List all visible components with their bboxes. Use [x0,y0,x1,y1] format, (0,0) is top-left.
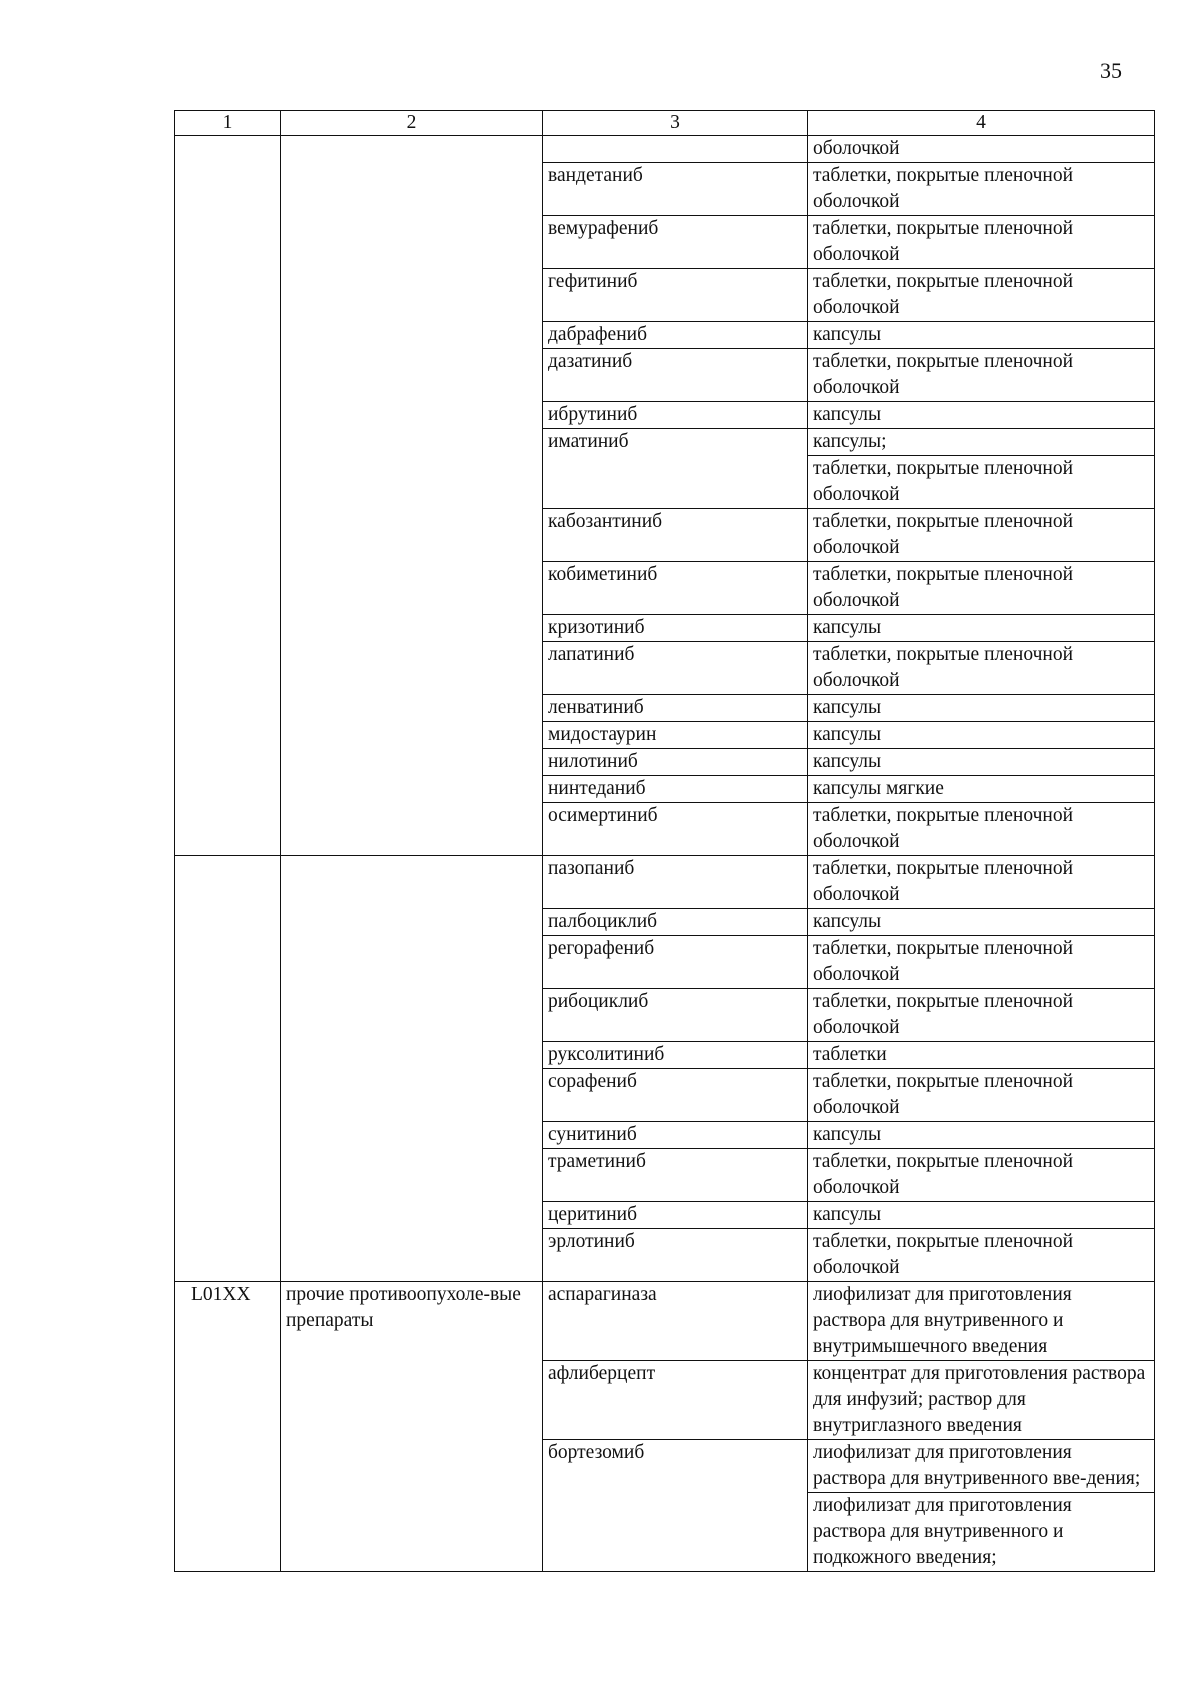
dosage-form-cell: лиофилизат для приготовления раствора для внутривенного и подкожного введения; [808,1493,1155,1572]
drug-name-cell: траметиниб [543,1149,808,1202]
dosage-form-cell: таблетки, покрытые пленочной оболочкой [808,936,1155,989]
drug-name-cell: кризотиниб [543,615,808,642]
atc-code-cell-empty [175,856,281,1282]
drug-name-cell: эрлотиниб [543,1229,808,1282]
page-number: 35 [1100,58,1122,83]
atc-group-cell-empty [281,856,543,1282]
drug-name-cell: кабозантиниб [543,509,808,562]
drug-name-cell: кобиметиниб [543,562,808,615]
drug-name-cell: гефитиниб [543,269,808,322]
dosage-form-cell: таблетки, покрытые пленочной оболочкой [808,269,1155,322]
dosage-form-cell: таблетки, покрытые пленочной оболочкой [808,216,1155,269]
dosage-form-cell: лиофилизат для приготовления раствора для внутривенного вве-дения; [808,1440,1155,1493]
dosage-form-cell: капсулы [808,1122,1155,1149]
atc-code-cell: L01XX [175,1282,281,1572]
dosage-form-cell: таблетки, покрытые пленочной оболочкой [808,562,1155,615]
dosage-form-cell: капсулы [808,749,1155,776]
dosage-form-cell: таблетки, покрытые пленочной оболочкой [808,349,1155,402]
atc-group-cell-empty [281,136,543,856]
dosage-form-cell: таблетки, покрытые пленочной оболочкой [808,163,1155,216]
dosage-form-cell: капсулы [808,909,1155,936]
dosage-form-cell: таблетки, покрытые пленочной оболочкой [808,456,1155,509]
table-row [175,136,1155,163]
dosage-form-cell: оболочкой [808,136,1155,163]
drug-name-cell [543,136,808,163]
dosage-form-cell: капсулы [808,322,1155,349]
dosage-form-cell: концентрат для приготовления раствора для инфузий; раствор для внутриглазного введения [808,1361,1155,1440]
dosage-form-cell: таблетки, покрытые пленочной оболочкой [808,1069,1155,1122]
drug-name-cell: мидостаурин [543,722,808,749]
header-row [175,111,1155,136]
drug-name-cell: руксолитиниб [543,1042,808,1069]
drug-name-cell: дабрафениб [543,322,808,349]
drug-name-cell: вемурафениб [543,216,808,269]
drug-name-cell: лапатиниб [543,642,808,695]
dosage-form-cell: таблетки, покрытые пленочной оболочкой [808,509,1155,562]
atc-code-cell-empty [175,136,281,856]
dosage-form-cell: капсулы мягкие [808,776,1155,803]
dosage-form-cell: капсулы [808,1202,1155,1229]
drug-name-cell: дазатиниб [543,349,808,402]
dosage-form-cell: таблетки, покрытые пленочной оболочкой [808,642,1155,695]
drug-name-cell: сорафениб [543,1069,808,1122]
drug-name-cell: вандетаниб [543,163,808,216]
dosage-form-cell: лиофилизат для приготовления раствора для внутривенного и внутримышечного введения [808,1282,1155,1361]
dosage-form-cell: капсулы [808,402,1155,429]
drug-name-cell: ленватиниб [543,695,808,722]
header-col-1: 1 [175,111,281,136]
drug-name-cell: регорафениб [543,936,808,989]
dosage-form-cell: капсулы; [808,429,1155,456]
drug-name-cell: афлиберцепт [543,1361,808,1440]
table-body [175,136,1155,1572]
drug-name-cell: ибрутиниб [543,402,808,429]
dosage-form-cell: капсулы [808,615,1155,642]
drug-table [174,110,1155,1572]
header-col-3: 3 [543,111,808,136]
header-col-2: 2 [281,111,543,136]
dosage-form-cell: таблетки [808,1042,1155,1069]
dosage-form-cell: капсулы [808,722,1155,749]
table-row [175,1282,1155,1361]
dosage-form-cell: таблетки, покрытые пленочной оболочкой [808,1149,1155,1202]
dosage-form-cell: таблетки, покрытые пленочной оболочкой [808,1229,1155,1282]
drug-name-cell: бортезомиб [543,1440,808,1572]
drug-name-cell: палбоциклиб [543,909,808,936]
dosage-form-cell: таблетки, покрытые пленочной оболочкой [808,856,1155,909]
drug-name-cell: рибоциклиб [543,989,808,1042]
atc-group-name-cell: прочие противоопухоле-вые препараты [281,1282,543,1572]
dosage-form-cell: таблетки, покрытые пленочной оболочкой [808,989,1155,1042]
drug-name-cell: пазопаниб [543,856,808,909]
drug-name-cell: нилотиниб [543,749,808,776]
drug-name-cell: церитиниб [543,1202,808,1229]
drug-name-cell: сунитиниб [543,1122,808,1149]
dosage-form-cell: таблетки, покрытые пленочной оболочкой [808,803,1155,856]
drug-name-cell: аспарагиназа [543,1282,808,1361]
drug-name-cell: осимертиниб [543,803,808,856]
drug-name-cell: нинтеданиб [543,776,808,803]
drug-name-cell: иматиниб [543,429,808,509]
dosage-form-cell: капсулы [808,695,1155,722]
header-col-4: 4 [808,111,1155,136]
table-row [175,856,1155,909]
